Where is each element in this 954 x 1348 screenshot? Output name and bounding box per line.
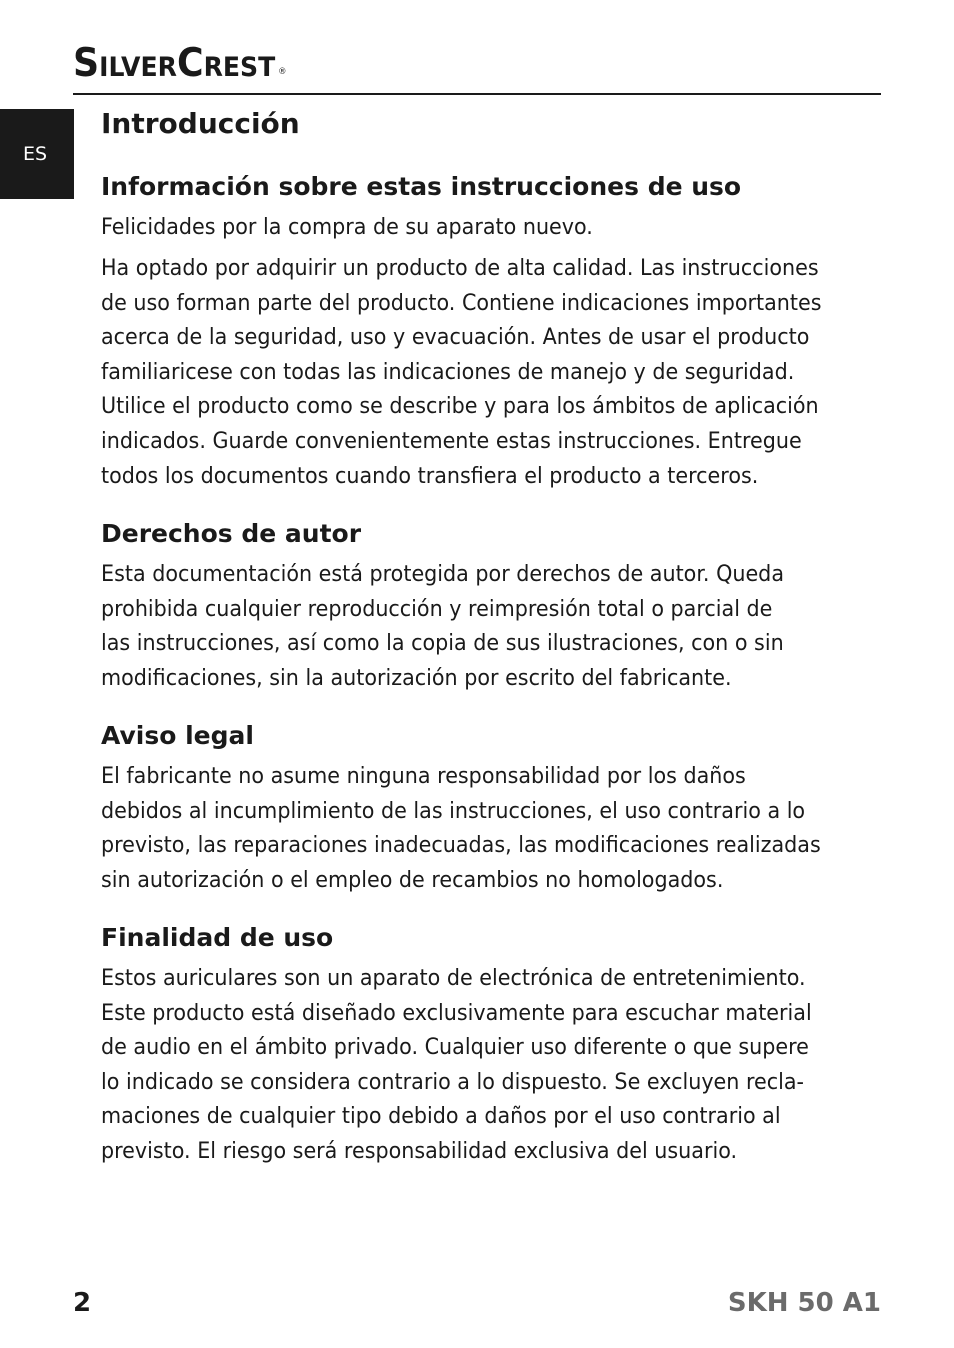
paragraph-legal-notice	[101, 760, 825, 898]
text-line: Ha optado por adquirir un producto de alta calidad. Las instrucciones	[101, 256, 819, 281]
text-line: previsto. El riesgo será responsabilidad exclusiva del usuario.	[101, 1138, 738, 1164]
text-line: Estos auriculares son un aparato de electrónica de entretenimiento.	[101, 966, 806, 991]
text-line: Esta documentación está protegida por derechos de autor. Queda	[101, 562, 784, 587]
section-heading-legal-notice: Aviso legal	[101, 721, 254, 750]
text-line: indicados. Guarde convenientemente estas instrucciones. Entregue	[101, 428, 802, 454]
text-line: El fabricante no asume ninguna responsabilidad por los daños	[101, 764, 746, 789]
page-title: Introducción	[101, 107, 300, 140]
text-line: sin autorización o el empleo de recambios no homologados.	[101, 867, 724, 893]
language-tab: ES	[0, 109, 74, 199]
paragraph-intended-use	[101, 962, 825, 1170]
section-heading-instructions: Información sobre estas instrucciones de uso	[101, 172, 742, 201]
text-line: de uso forman parte del producto. Contiene indicaciones importantes	[101, 290, 822, 316]
model-number: SKH 50 A1	[727, 1288, 881, 1318]
text-line: acerca de la seguridad, uso y evacuación. Antes de usar el producto	[101, 325, 810, 351]
page-number: 2	[73, 1288, 92, 1318]
text-line: las instrucciones, así como la copia de sus ilustraciones, con o sin	[101, 631, 784, 657]
header-rule	[73, 93, 881, 95]
text-line: Este producto está diseñado exclusivamente para escuchar material	[101, 1000, 812, 1026]
section-heading-intended-use: Finalidad de uso	[101, 923, 334, 952]
text-line: maciones de cualquier tipo debido a daños por el uso contrario al	[101, 1104, 781, 1130]
text-line: previsto, las reparaciones inadecuadas, las modificaciones realizadas	[101, 833, 821, 859]
text-line: prohibida cualquier reproducción y reimpresión total o parcial de	[101, 596, 773, 622]
text-line: lo indicado se considera contrario a lo dispuesto. Se excluyen recla-	[101, 1069, 804, 1095]
text-line: Felicidades por la compra de su aparato nuevo.	[101, 215, 593, 240]
text-line: debidos al incumplimiento de las instrucciones, el uso contrario a lo	[101, 798, 806, 824]
paragraph-copyright	[101, 558, 825, 696]
section-heading-copyright: Derechos de autor	[101, 519, 362, 548]
text-line: modificaciones, sin la autorización por escrito del fabricante.	[101, 665, 732, 691]
silvercrest-logo: SILVERCREST ®	[73, 41, 287, 86]
text-line: de audio en el ámbito privado. Cualquier uso diferente o que supere	[101, 1035, 809, 1061]
paragraph-instructions	[101, 252, 825, 494]
text-line: Utilice el producto como se describe y para los ámbitos de aplicación	[101, 394, 819, 420]
paragraph-congratulations	[101, 211, 825, 246]
text-line: familiaricese con todas las indicaciones de manejo y de seguridad.	[101, 359, 795, 385]
text-line: todos los documentos cuando transfiera el producto a terceros.	[101, 463, 759, 489]
